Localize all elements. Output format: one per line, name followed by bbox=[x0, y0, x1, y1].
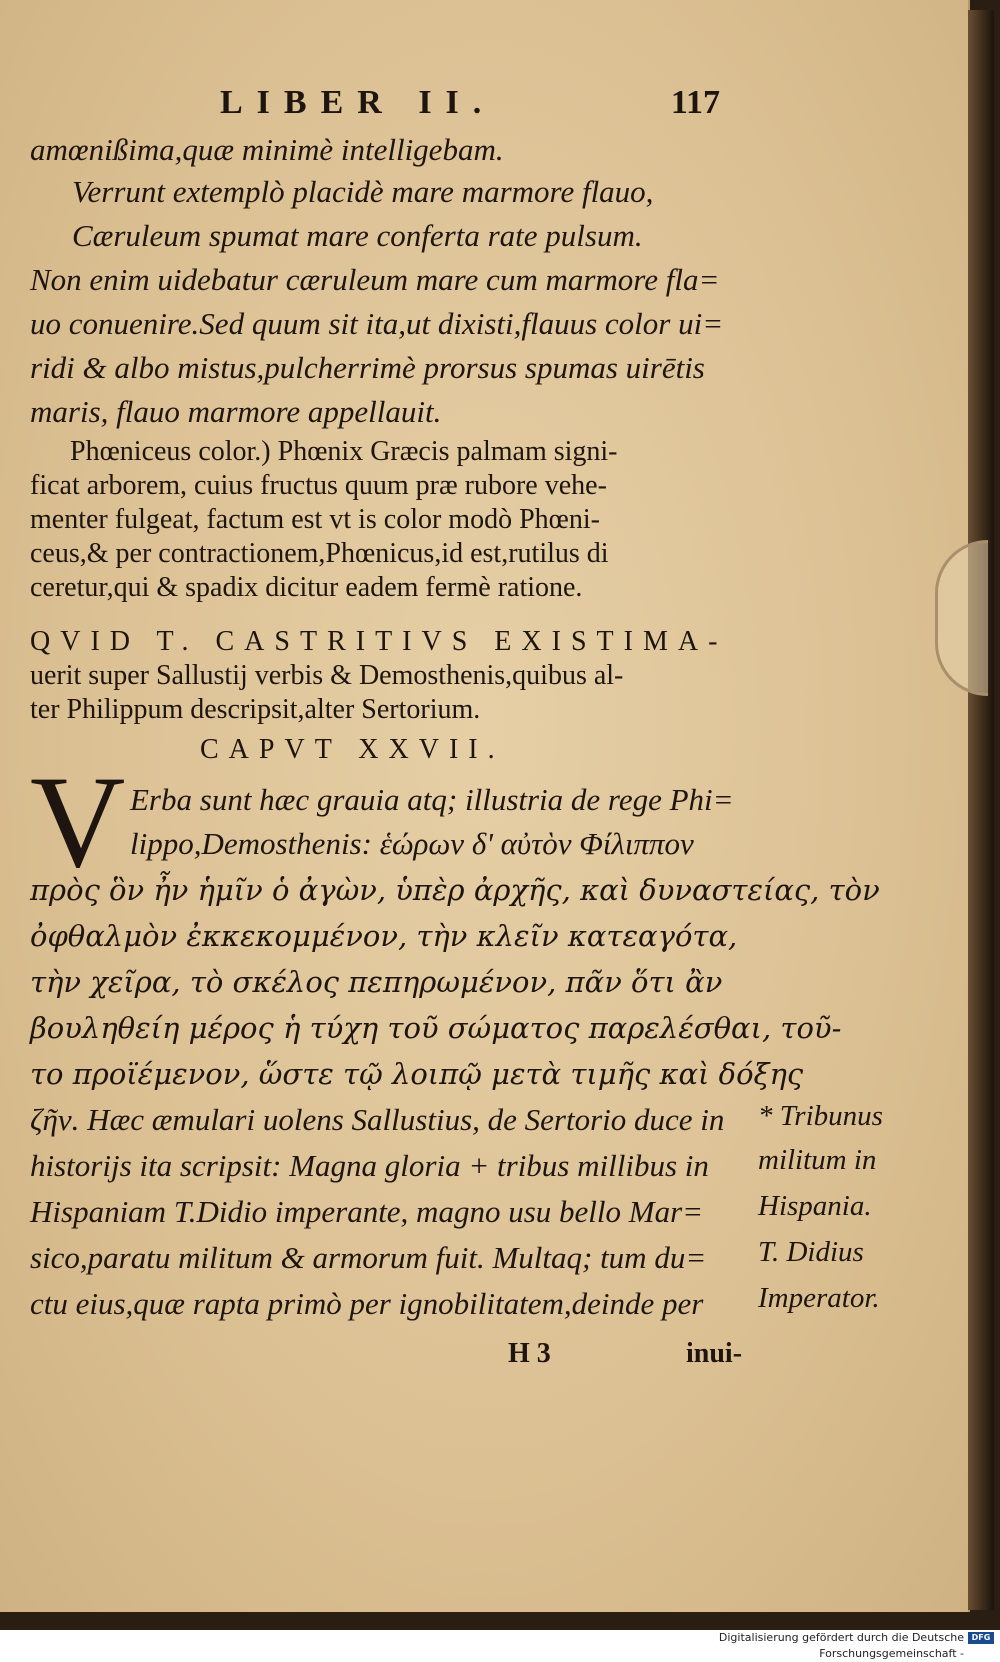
marginal-note-line: Imperator. bbox=[758, 1282, 880, 1314]
text-line: ζῆν. Hæc æmulari uolens Sallustius, de Sertorio duce in bbox=[30, 1102, 725, 1137]
text-line: historijs ita scripsit: Magna gloria + tribus millibus in bbox=[30, 1148, 709, 1183]
signature-mark: H 3 bbox=[508, 1338, 551, 1369]
chapter-title-line: uerit super Sallustij verbis & Demosthenis,quibus al- bbox=[30, 660, 624, 691]
greek-line: πρὸς ὃν ἦν ἡμῖν ὁ ἀγὼν, ὑπὲρ ἀρχῆς, καὶ δυναστείας, τὸν bbox=[30, 873, 880, 907]
dfg-logo: DFG bbox=[968, 1632, 994, 1644]
footer-credit: Digitalisierung gefördert durch die Deutsche Forschungsgemeinschaft - bbox=[718, 1631, 964, 1660]
page-edge bbox=[968, 10, 994, 1610]
marginal-note-line: * Tribunus bbox=[758, 1100, 883, 1132]
greek-line: ὀφθαλμὸν ἐκκεκομμένον, τὴν κλεῖν κατεαγότα, bbox=[30, 919, 738, 953]
page-header bbox=[220, 84, 720, 128]
text-line: ctu eius,quæ rapta primò per ignobilitatem,deinde per bbox=[30, 1286, 704, 1321]
note-line: ceus,& per contractionem,Phœnicus,id est,rutilus di bbox=[30, 538, 609, 569]
chapter-number: CAPVT XXVII. bbox=[200, 734, 505, 765]
marginal-note-line: Hispania. bbox=[758, 1190, 872, 1222]
note-line: Phœniceus color.) Phœnix Græcis palmam signi- bbox=[70, 436, 618, 467]
verse-line: Verrunt extemplò placidè mare marmore flauo, bbox=[72, 174, 654, 209]
drop-cap: V bbox=[30, 748, 126, 895]
marginal-note-line: T. Didius bbox=[758, 1236, 864, 1268]
text-line: Erba sunt hæc grauia atq; illustria de rege Phi= bbox=[130, 782, 734, 817]
catchword: inui- bbox=[686, 1338, 743, 1369]
digitization-footer bbox=[580, 1630, 1000, 1660]
text-line: Hispaniam T.Didio imperante, magno usu bello Mar= bbox=[30, 1194, 704, 1229]
chapter-title-line: QVID T. CASTRITIVS EXISTIMA- bbox=[30, 626, 728, 657]
text-line: ridi & albo mistus,pulcherrimè prorsus spumas uirētis bbox=[30, 350, 705, 385]
greek-line: βουληθείη μέρος ἡ τύχη τοῦ σώματος παρελέσθαι, τοῦ- bbox=[30, 1011, 842, 1045]
greek-line: το προϊέμενον, ὥστε τῷ λοιπῷ μετὰ τιμῆς καὶ δόξης bbox=[30, 1057, 804, 1091]
note-line: ceretur,qui & spadix dicitur eadem fermè ratione. bbox=[30, 572, 583, 603]
marginal-note-line: militum in bbox=[758, 1144, 877, 1176]
text-line: sico,paratu militum & armorum fuit. Multaq; tum du= bbox=[30, 1240, 707, 1275]
note-line: ficat arborem, cuius fructus quum præ rubore vehe- bbox=[30, 470, 607, 501]
text-line: maris, flauo marmore appellauit. bbox=[30, 394, 442, 429]
running-title: LIBER II. bbox=[220, 84, 496, 121]
chapter-title-line: ter Philippum descripsit,alter Sertorium. bbox=[30, 694, 481, 725]
verse-line: Cæruleum spumat mare conferta rate pulsum. bbox=[72, 218, 643, 253]
note-line: menter fulgeat, factum est vt is color modò Phœni- bbox=[30, 504, 600, 535]
greek-line: τὴν χεῖρα, τὸ σκέλος πεπηρωμένον, πᾶν ὅτι ἂν bbox=[30, 965, 723, 999]
folio-number: 117 bbox=[670, 84, 720, 121]
text-line: uo conuenire.Sed quum sit ita,ut dixisti,flauus color ui= bbox=[30, 306, 724, 341]
text-line: lippo,Demosthenis: ἑώρων δ' αὐτὸν Φίλιππον bbox=[130, 826, 694, 861]
text-line: amœnißima,quæ minimè intelligebam. bbox=[30, 132, 504, 167]
text-line: Non enim uidebatur cæruleum mare cum marmore fla= bbox=[30, 262, 720, 297]
